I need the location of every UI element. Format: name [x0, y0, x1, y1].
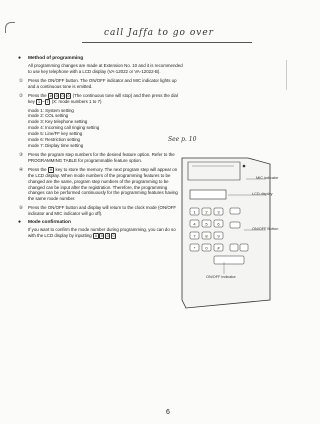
page-number: 6 [166, 409, 170, 416]
intro-text: All programming changes are made at Extension No. 10 and it is recommended to use key telephone with a LCD display (VA-12022 or VA-12022-B). [28, 62, 183, 74]
phone-key-hash: # [217, 245, 220, 251]
bullet-icon: ● [18, 219, 22, 226]
section-mode-confirmation [18, 219, 184, 239]
step-2 [19, 92, 184, 149]
step-1 [19, 77, 184, 90]
handwritten-margin-note: See p. 10 [168, 136, 197, 143]
phone-key-0: 0 [205, 245, 208, 251]
mode-item: mode 3: Key telephone setting [28, 119, 88, 125]
step-number: ④ [19, 166, 23, 172]
section-title-mode-confirmation: Mode confirmation [28, 220, 71, 226]
key-0: 0 [55, 93, 58, 98]
step-text: Press the program step numbers for the desired feature option. Refer to the PROGRAMMING TABLE for programmable feature option. [28, 151, 175, 163]
phone-key-1: 1 [193, 209, 196, 215]
mode-item: mode 6: Restriction setting [28, 137, 80, 143]
phone-key-7: 7 [193, 233, 196, 239]
step-5 [19, 205, 184, 217]
phone-key-4: 4 [193, 221, 196, 227]
mode-item: mode 5: Line/FF key setting [28, 131, 83, 137]
phone-key-9: 9 [217, 233, 220, 239]
mode-item: mode 1: System setting [28, 107, 74, 113]
mode-list [28, 108, 184, 149]
phone-key-star: * [193, 245, 196, 251]
step-3 [19, 151, 184, 164]
phone-key-2: 2 [205, 209, 208, 215]
step-4 [19, 166, 184, 203]
step-text: Press the ON/OFF button. The ON/OFF indicator and MIC indicator lights up and a continuous tone is emitted. [28, 77, 177, 89]
bullet-icon: ● [18, 55, 22, 61]
key-0: 0 [112, 233, 115, 238]
key-1: 1 [37, 99, 41, 104]
phone-key-5: 5 [205, 221, 208, 227]
step-number: ③ [19, 151, 23, 157]
key-hash: # [49, 93, 52, 98]
mode-item: mode 2: COL setting [28, 113, 69, 119]
step-text: Press the H key to store the memory. The next program step will appear on the LCD display. When mode numbers of the programming features to be changed are the same, program step numbers of the programming to be changed can be input after the registration. Therefore, the programming changes can be performed continuously for the programming features having the same mode number. [28, 166, 178, 202]
callout-mic-indicator: MIC indicator [256, 176, 279, 180]
key-0: 0 [100, 233, 103, 238]
key-0: 0 [67, 93, 70, 98]
margin-tick [286, 60, 287, 90]
step-number: ⑤ [19, 205, 23, 211]
mode-confirmation-text: If you want to confirm the mode number during programming, you can do so with the LCD display by inputting # 0 0 0 [28, 226, 176, 238]
mode-item: mode 4: Incoming call ringing setting [28, 125, 100, 131]
instructions-column [18, 55, 184, 242]
handwritten-title: call Jaffa to go over [104, 28, 214, 38]
phone-key-3: 3 [217, 209, 220, 215]
key-0: 0 [106, 233, 109, 238]
callout-onoff-indicator: ON/OFF indicator [206, 275, 236, 279]
callout-lcd-display: LCD display [252, 192, 273, 196]
key-hold: H [49, 167, 53, 172]
telephone-illustration [178, 150, 278, 320]
phone-key-6: 6 [217, 221, 220, 227]
key-7: 7 [46, 99, 49, 104]
phone-key-8: 8 [205, 233, 208, 239]
section-method [18, 55, 184, 75]
key-0: 0 [61, 93, 64, 98]
step-text: Press the # 0 0 0 (The continuous tone will stop) and then press the dial key 1 ~ 7 (X: mode numbers 1 to 7) [28, 92, 178, 104]
key-hash: # [94, 233, 97, 238]
section-title-method: Method of programming [28, 56, 84, 61]
top-rule [82, 42, 252, 43]
step-number: ① [19, 77, 23, 83]
mode-item: mode 7: Display time setting [28, 142, 84, 148]
step-text: Press the ON/OFF button and display will return to the clock mode (ON/OFF indicator and MIC indicator will go off). [28, 205, 177, 217]
callout-onoff-button: ON/OFF Button [252, 227, 279, 231]
step-number: ② [19, 92, 23, 98]
corner-mark [5, 22, 15, 33]
